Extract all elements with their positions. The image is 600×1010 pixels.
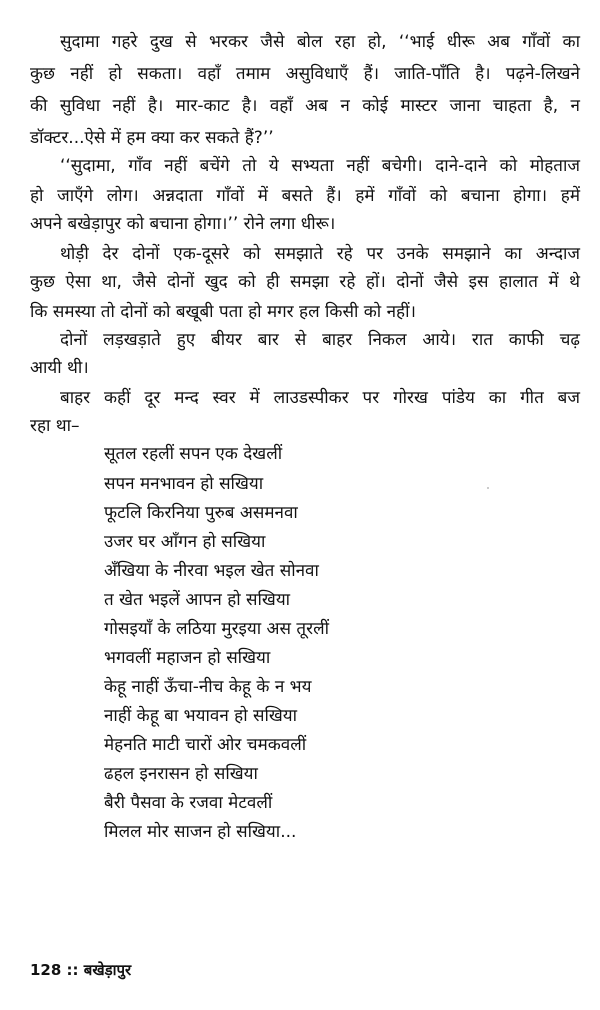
paragraph-1-line-1: सुदामा गहरे दुख से भरकर जैसे बोल रहा हो, ‘‘भाई धीरू अब गाँवों का <box>60 32 580 52</box>
poem-line-4: उजर घर आँगन हो सखिया <box>104 532 266 552</box>
paragraph-2-line-3: अपने बखेड़ापुर को बचाना होगा।’’ रोने लगा धीरू। <box>30 214 336 234</box>
poem-line-1: सूतल रहलीं सपन एक देखलीं <box>104 444 283 464</box>
running-title: बखेड़ापुर <box>83 961 132 979</box>
paragraph-2-line-2: हो जाएँगे लोग। अन्नदाता गाँवों में बसते हैं। हमें गाँवों को बचाना होगा। हमें <box>30 186 580 206</box>
paragraph-5-line-1: बाहर कहीं दूर मन्द स्वर में लाउडस्पीकर पर गोरख पांडेय का गीत बज <box>60 388 580 408</box>
poem-line-6: त खेत भइलें आपन हो सखिया <box>104 590 291 610</box>
poem-line-12: ढहल इनरासन हो सखिया <box>104 764 258 784</box>
paragraph-4-line-1: दोनों लड़खड़ाते हुए बीयर बार से बाहर निकल आये। रात काफी चढ़ <box>60 330 580 350</box>
poem-line-2: सपन मनभावन हो सखिया <box>104 474 264 494</box>
poem-line-13: बैरी पैसवा के रजवा मेटवलीं <box>104 793 273 813</box>
poem-line-3: फूटलि किरनिया पुरुब असमनवा <box>104 503 298 523</box>
poem-line-11: मेहनति माटी चारों ओर चमकवलीं <box>104 735 307 755</box>
paragraph-5-line-2: रहा था– <box>30 416 80 436</box>
paragraph-3-line-2: कुछ ऐसा था, जैसे दोनों खुद को ही समझा रहे हों। दोनों जैसे इस हालात में थे <box>30 272 580 292</box>
poem-line-7: गोसइयाँ के लठिया मुरइया अस तूरलीं <box>104 619 330 639</box>
poem-line-14: मिलल मोर साजन हो सखिया... <box>104 822 297 842</box>
paragraph-3-line-3: कि समस्या तो दोनों को बखूबी पता हो मगर हल किसी को नहीं। <box>30 302 416 322</box>
paragraph-1-line-3: की सुविधा नहीं है। मार-काट है। वहाँ अब न कोई मास्टर जाना चाहता है, न <box>30 96 580 116</box>
poem-line-9: केहू नाहीं ऊँचा-नीच केहू के न भय <box>104 677 312 697</box>
paragraph-4-line-2: आयी थी। <box>30 358 89 378</box>
paragraph-1-line-2: कुछ नहीं हो सकता। वहाँ तमाम असुविधाएँ हैं। जाति-पाँति है। पढ़ने-लिखने <box>30 64 580 84</box>
poem-line-10: नाहीं केहू बा भयावन हो सखिया <box>104 706 298 726</box>
paragraph-2-line-1: ‘‘सुदामा, गाँव नहीं बचेंगे तो ये सभ्यता नहीं बचेगी। दाने-दाने को मोहताज <box>60 156 580 176</box>
poem-line-8: भगवलीं महाजन हो सखिया <box>104 648 271 668</box>
paragraph-1-line-4: डॉक्टर...ऐसे में हम क्या कर सकते हैं?’’ <box>30 128 274 148</box>
footer-separator: :: <box>66 961 79 979</box>
paragraph-3-line-1: थोड़ी देर दोनों एक-दूसरे को समझाते रहे पर उनके समझाने का अन्दाज <box>60 244 580 264</box>
scan-speck <box>487 487 489 489</box>
page-number: 128 <box>30 961 62 979</box>
poem-line-5: अँखिया के नीरवा भइल खेत सोनवा <box>104 561 319 581</box>
page-footer <box>30 960 131 980</box>
